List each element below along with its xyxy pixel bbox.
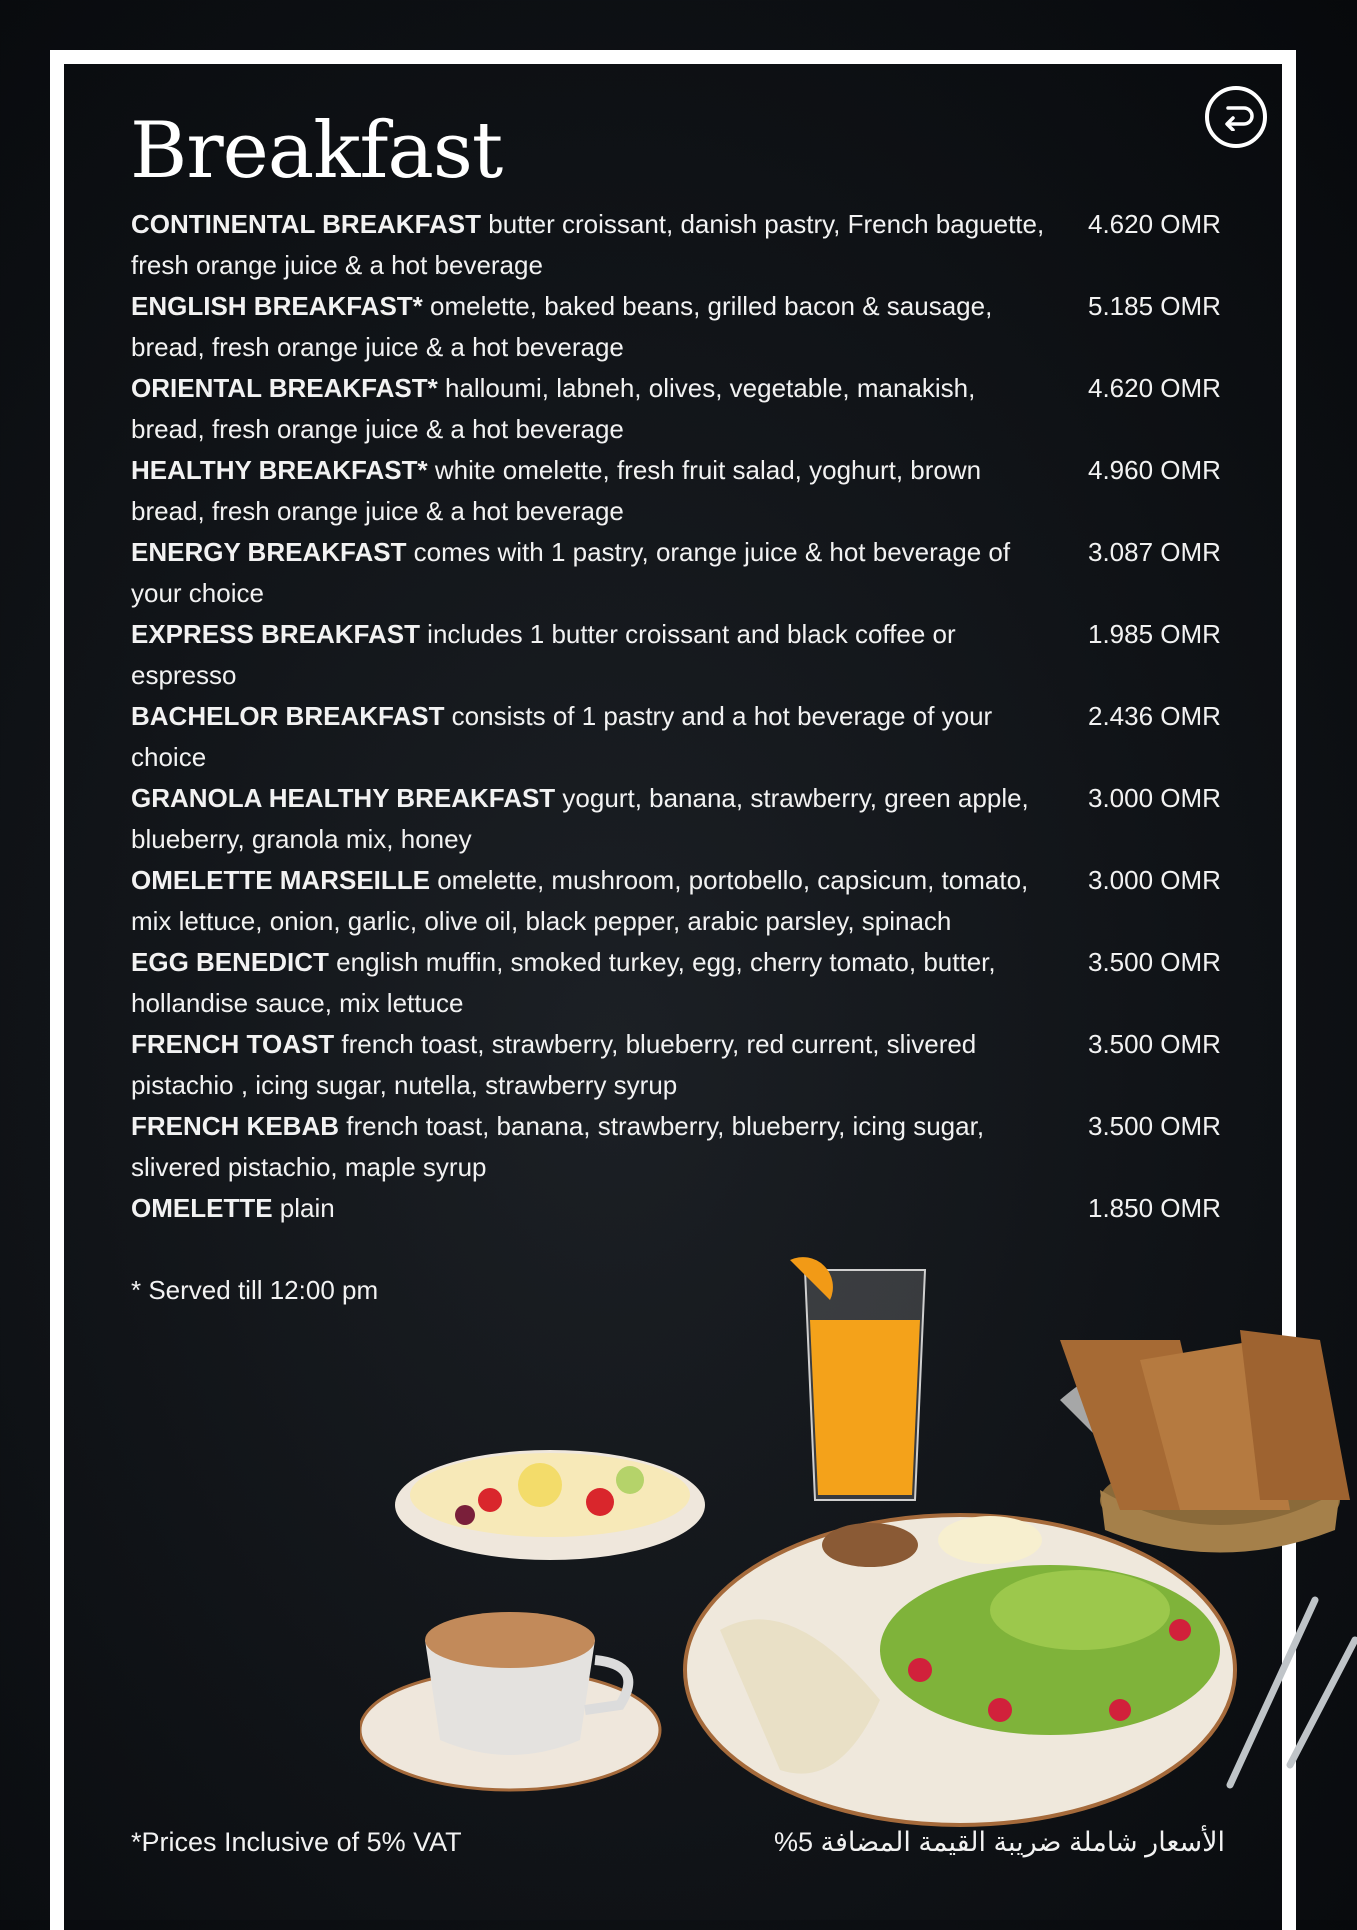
menu-item-text [131, 942, 1051, 1024]
menu-item-price: 1.850 OMR [1088, 1193, 1221, 1223]
menu-item-price: 4.620 OMR [1088, 209, 1221, 239]
menu-item [131, 614, 1231, 696]
menu-item-text [131, 696, 1051, 778]
menu-item-description: consists of 1 pastry and a hot beverage of your choice [131, 701, 993, 772]
fork-icon [1230, 1600, 1355, 1785]
menu-item-price: 2.436 OMR [1088, 701, 1221, 731]
menu-item [131, 1024, 1231, 1106]
menu-item-description: butter croissant, danish pastry, French baguette, fresh orange juice & a hot beverage [131, 209, 1045, 280]
menu-item-price: 5.185 OMR [1088, 291, 1221, 321]
menu-item-name: ENGLISH BREAKFAST* [131, 291, 423, 321]
page-title: Breakfast [130, 106, 503, 196]
menu-item-name: EGG BENEDICT [131, 947, 329, 977]
menu-item-name: GRANOLA HEALTHY BREAKFAST [131, 783, 556, 813]
menu-list [131, 204, 1231, 1229]
menu-item-description: halloumi, labneh, olives, vegetable, manakish, bread, fresh orange juice & a hot beverage [131, 373, 976, 444]
menu-item-name: CONTINENTAL BREAKFAST [131, 209, 482, 239]
coffee-cup-icon [360, 1612, 660, 1790]
menu-item [131, 696, 1231, 778]
menu-item-text [131, 1188, 1051, 1229]
menu-item-price: 4.960 OMR [1088, 455, 1221, 485]
menu-item-text [131, 1106, 1051, 1188]
menu-item-description: french toast, strawberry, blueberry, red current, slivered pistachio , icing sugar, nutella, strawberry syrup [131, 1029, 977, 1100]
menu-item-description: plain [272, 1193, 335, 1223]
menu-item-name: EXPRESS BREAKFAST [131, 619, 420, 649]
bread-basket-icon [1060, 1330, 1350, 1553]
menu-item-text [131, 1024, 1051, 1106]
menu-item-text [131, 778, 1051, 860]
menu-item-name: BACHELOR BREAKFAST [131, 701, 445, 731]
menu-item-description: omelette, mushroom, portobello, capsicum, tomato, mix lettuce, onion, garlic, olive oil, black pepper, arabic parsley, spinach [131, 865, 1029, 936]
served-till-note: * Served till 12:00 pm [131, 1275, 379, 1305]
menu-item [131, 778, 1231, 860]
menu-item-text [131, 368, 1051, 450]
menu-item-text [131, 450, 1051, 532]
menu-item-description: french toast, banana, strawberry, blueberry, icing sugar, slivered pistachio, maple syrup [131, 1111, 985, 1182]
menu-item [131, 532, 1231, 614]
menu-item-price: 1.985 OMR [1088, 619, 1221, 649]
menu-item-name: FRENCH KEBAB [131, 1111, 339, 1141]
menu-item-name: HEALTHY BREAKFAST* [131, 455, 428, 485]
fruit-bowl-icon [395, 1450, 705, 1560]
menu-item [131, 286, 1231, 368]
menu-item-text [131, 532, 1051, 614]
menu-item [131, 942, 1231, 1024]
return-arrow-icon [1218, 103, 1254, 131]
menu-item-description: omelette, baked beans, grilled bacon & sausage, bread, fresh orange juice & a hot beverage [131, 291, 993, 362]
menu-item-text [131, 286, 1051, 368]
menu-item-text [131, 614, 1051, 696]
menu-item [131, 1188, 1231, 1229]
menu-item-price: 3.500 OMR [1088, 1111, 1221, 1141]
menu-item-price: 4.620 OMR [1088, 373, 1221, 403]
menu-item [131, 368, 1231, 450]
menu-item-name: OMELETTE [131, 1193, 273, 1223]
menu-item-description: english muffin, smoked turkey, egg, cherry tomato, butter, hollandise sauce, mix lettuce [131, 947, 996, 1018]
vat-note-arabic: الأسعار شاملة ضريبة القيمة المضافة 5% [773, 1827, 1225, 1857]
menu-item-price: 3.000 OMR [1088, 783, 1221, 813]
back-button[interactable] [1205, 86, 1267, 148]
menu-item [131, 1106, 1231, 1188]
menu-item-description: yogurt, banana, strawberry, green apple, blueberry, granola mix, honey [131, 783, 1029, 854]
menu-item-name: OMELETTE MARSEILLE [131, 865, 430, 895]
breakfast-food-illustration [360, 1230, 1357, 1830]
menu-item-price: 3.000 OMR [1088, 865, 1221, 895]
menu-item-name: ORIENTAL BREAKFAST* [131, 373, 438, 403]
menu-item-description: white omelette, fresh fruit salad, yoghurt, brown bread, fresh orange juice & a hot beverage [131, 455, 982, 526]
menu-item-price: 3.500 OMR [1088, 947, 1221, 977]
breakfast-plate-icon [685, 1515, 1235, 1825]
menu-item-name: ENERGY BREAKFAST [131, 537, 407, 567]
orange-juice-glass-icon [790, 1257, 925, 1500]
menu-item [131, 204, 1231, 286]
menu-item-price: 3.087 OMR [1088, 537, 1221, 567]
menu-item-name: FRENCH TOAST [131, 1029, 335, 1059]
menu-item [131, 450, 1231, 532]
menu-item-description: includes 1 butter croissant and black coffee or espresso [131, 619, 956, 690]
menu-item-text [131, 860, 1051, 942]
menu-item-text [131, 204, 1051, 286]
vat-note: *Prices Inclusive of 5% VAT [131, 1827, 462, 1857]
menu-item-price: 3.500 OMR [1088, 1029, 1221, 1059]
menu-item [131, 860, 1231, 942]
menu-item-description: comes with 1 pastry, orange juice & hot beverage of your choice [131, 537, 1011, 608]
